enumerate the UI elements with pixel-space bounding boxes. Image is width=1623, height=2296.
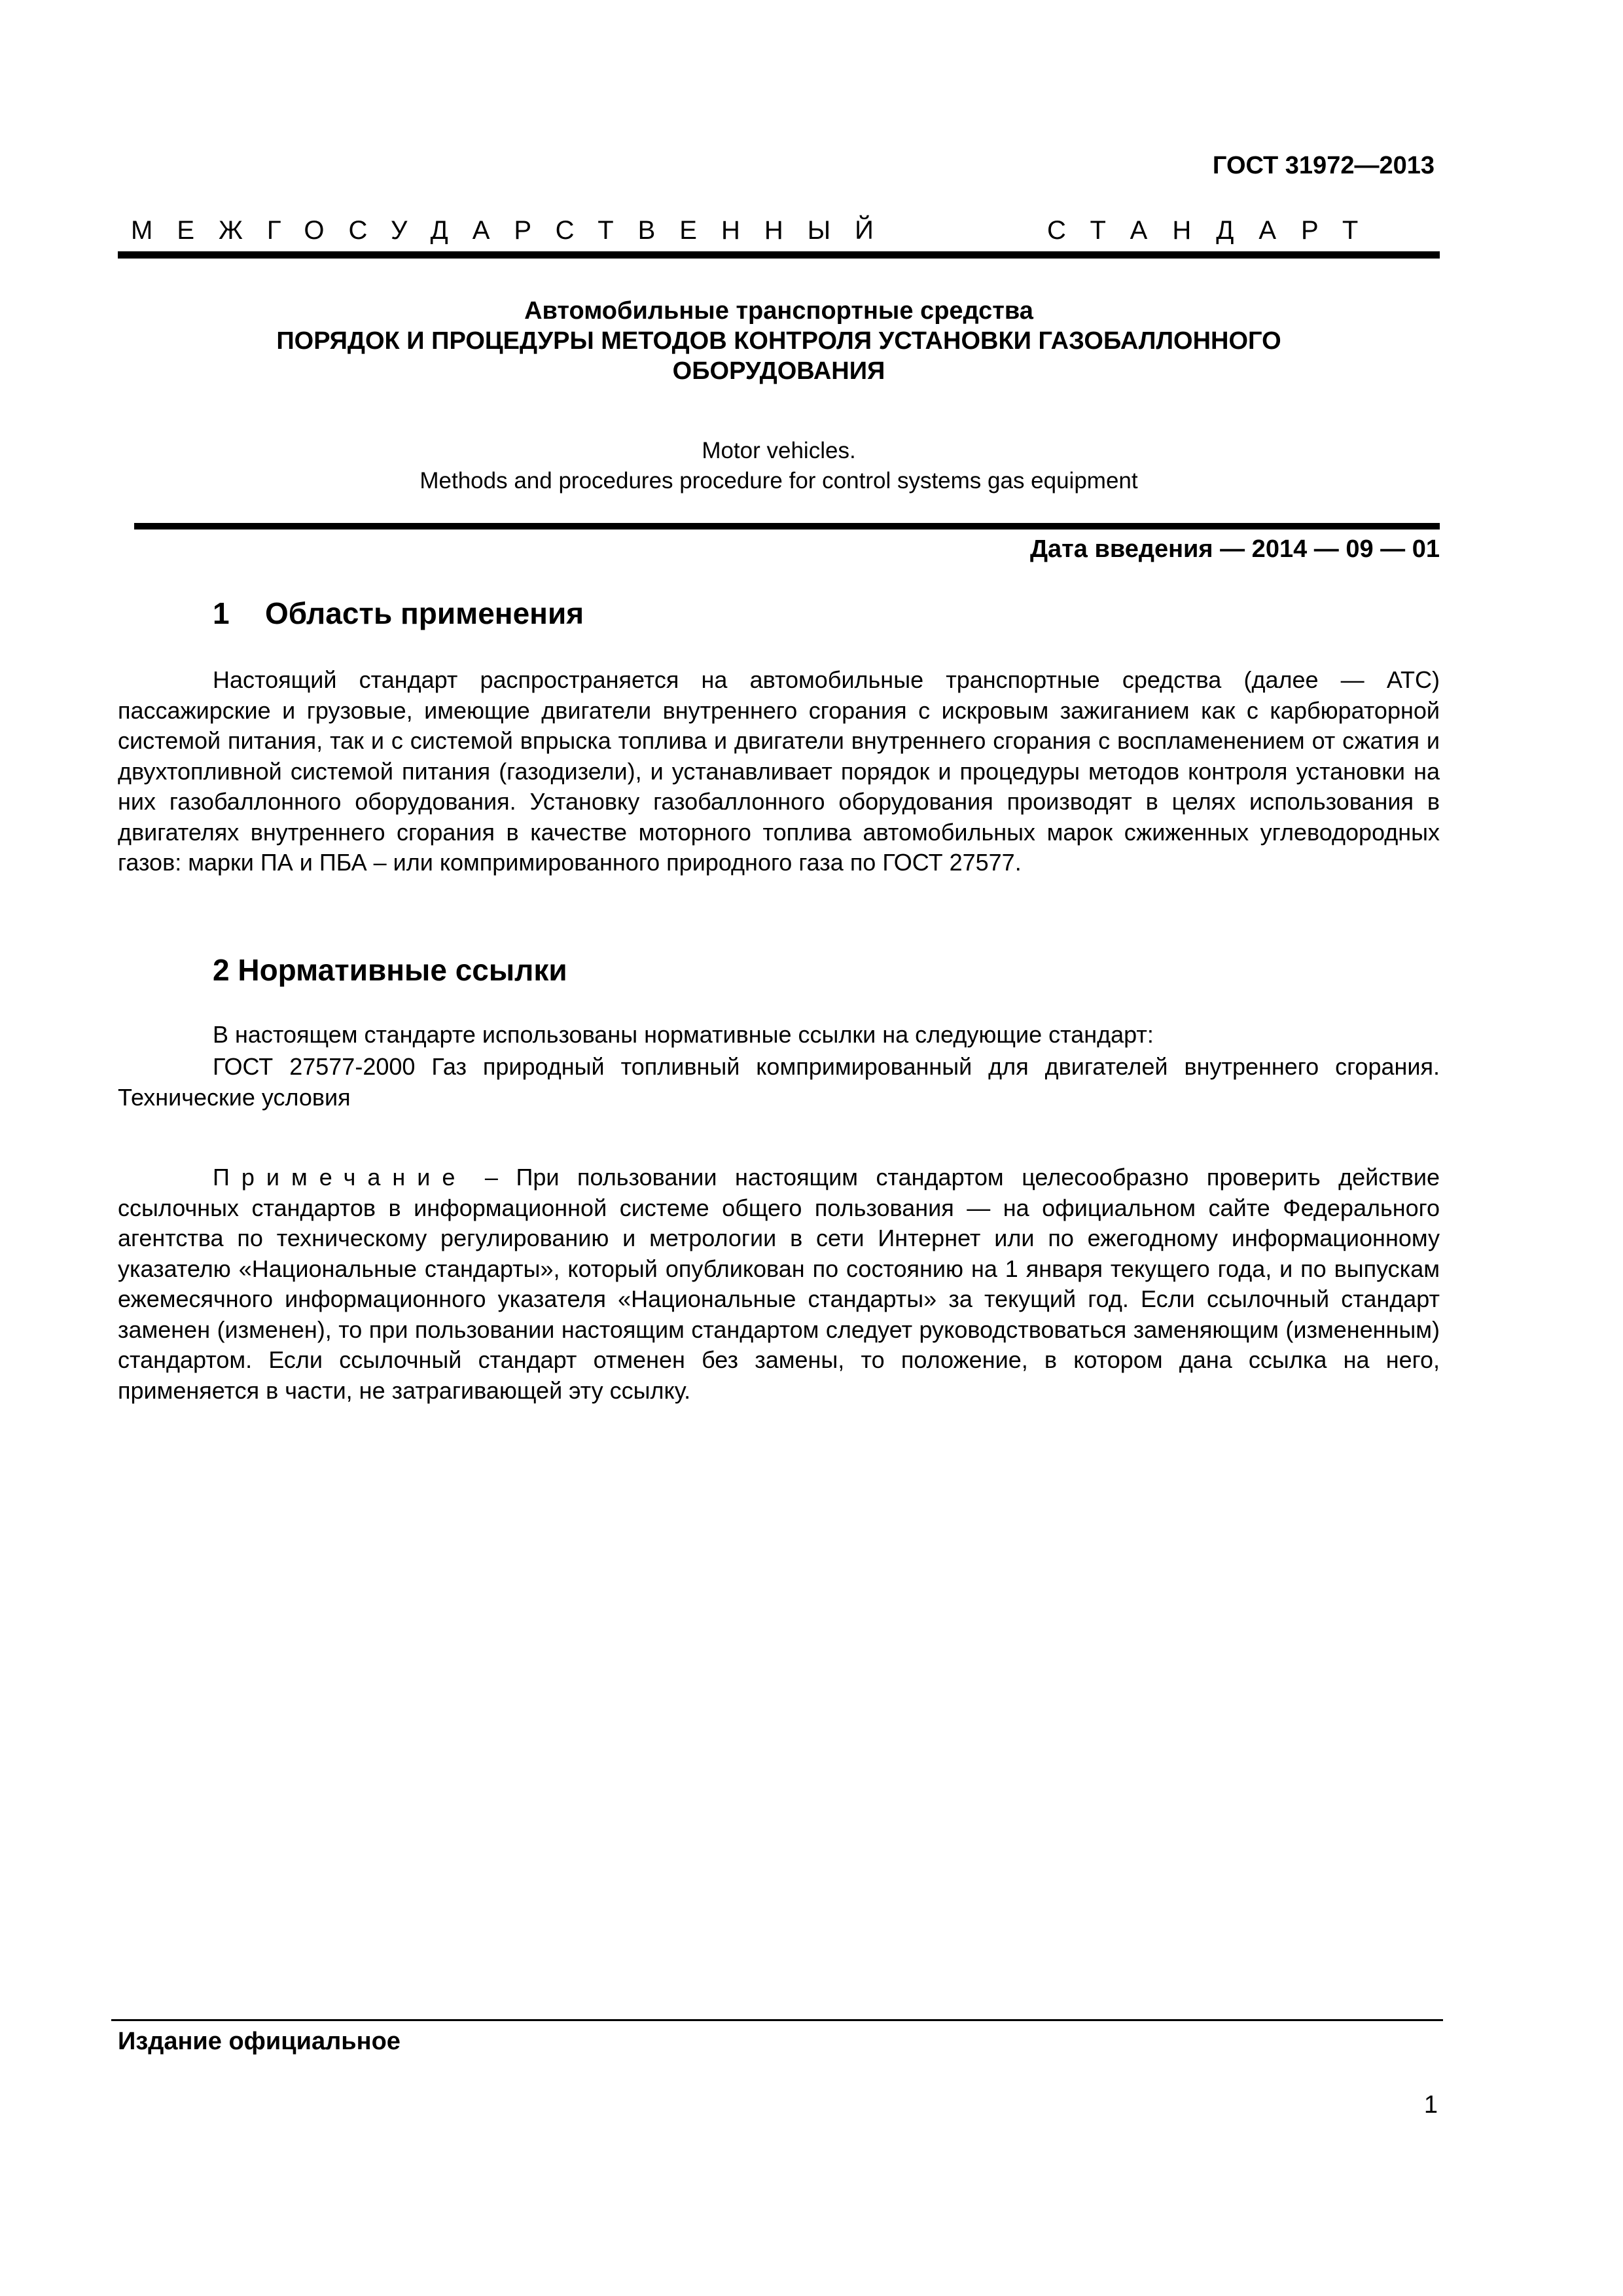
document-title <box>118 296 1440 386</box>
page-number: 1 <box>1423 2091 1438 2119</box>
english-title <box>118 436 1440 496</box>
footer-divider <box>111 2019 1443 2021</box>
title-line-1: Автомобильные транспортные средства <box>524 297 1033 325</box>
official-edition-label: Издание официальное <box>118 2028 401 2055</box>
section-1-text: Настоящий стандарт распространяется на автомобильные транспортные средства (далее — АТС) пассажирские и грузовые, имеющие двигатели внутреннего сгорания с искровым зажиганием как с карбюраторной системой питания, так и с системой впрыска топлива и двигатели внутреннего сгорания с воспламенением от сжатия и двухтопливной системой питания (газодизели), и устанавливает порядок и процедуры методов контроля установки на них газобаллонного оборудования. Установку газобаллонного оборудования производят в целях использования в двигателях внутреннего сгорания в качестве моторного топлива автомобильных марок сжиженных углеводородных газов: марки ПА и ПБА – или компримированного природного газа по ГОСТ 27577. <box>118 666 1440 876</box>
middle-divider <box>134 523 1440 529</box>
standard-word: СТАНДАРТ <box>1047 216 1383 245</box>
title-line-2: ПОРЯДОК И ПРОЦЕДУРЫ МЕТОДОВ КОНТРОЛЯ УСТАНОВКИ ГАЗОБАЛЛОННОГО <box>276 327 1281 355</box>
reference-entry <box>118 1052 1440 1113</box>
note-paragraph <box>118 1162 1440 1406</box>
interstate-word: МЕЖГОСУДАРСТВЕННЫЙ <box>131 216 898 245</box>
note-text: – При пользовании настоящим стандартом целесообразно проверить действие ссылочных стандартов в информационной системе общего пользования — на официальном сайте Федерального агентства по техническому регулированию и метрологии в сети Интернет или по ежегодному информационному указателю «Национальные стандарты», который опубликован по состоянию на 1 января текущего года, и по выпускам ежемесячного информационного указателя «Национальные стандарты» за текущий год. Если ссылочный стандарт заменен (изменен), то при пользовании настоящим стандартом следует руководствоваться заменяющим (измененным) стандартом. Если ссылочный стандарт отменен без замены, то положение, в котором дана ссылка на него, применяется в части, не затрагивающей эту ссылку. <box>118 1164 1440 1404</box>
section-1-heading <box>213 596 584 631</box>
top-divider <box>118 251 1440 259</box>
english-title-line-1: Motor vehicles. <box>702 438 856 463</box>
english-title-line-2: Methods and procedures procedure for control systems gas equipment <box>419 468 1138 493</box>
reference-text: ГОСТ 27577-2000 Газ природный топливный компримированный для двигателей внутреннего сгорания. Технические условия <box>118 1053 1440 1111</box>
document-number: ГОСТ 31972—2013 <box>1212 152 1435 179</box>
date-of-introduction: Дата введения — 2014 — 09 — 01 <box>1029 535 1440 563</box>
section-1-paragraph <box>118 665 1440 878</box>
section-1-title: Область применения <box>265 596 584 630</box>
section-2-heading: 2 Нормативные ссылки <box>213 953 567 987</box>
references-intro: В настоящем стандарте использованы нормативные ссылки на следующие стандарт: <box>213 1021 1154 1048</box>
section-1-number: 1 <box>213 596 230 630</box>
note-label: Примечание <box>213 1164 467 1191</box>
title-line-3: ОБОРУДОВАНИЯ <box>672 357 885 385</box>
